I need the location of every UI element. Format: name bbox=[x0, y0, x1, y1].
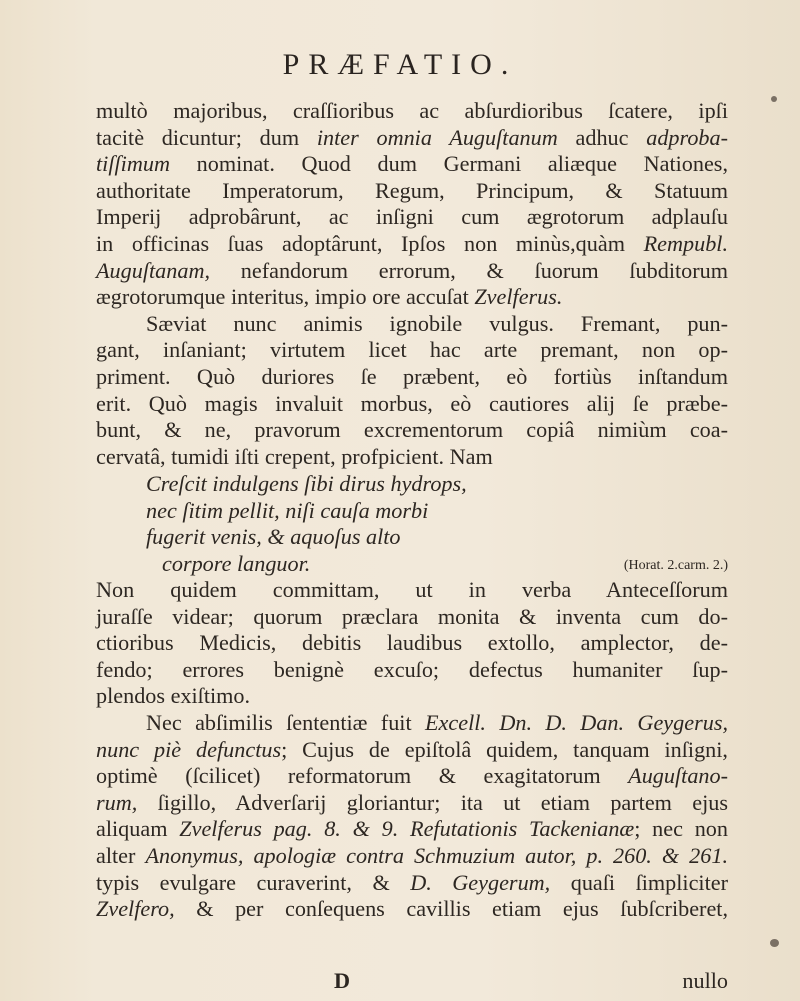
text-line: fendo; errores benignè excuſo; defectus humaniter ſup- bbox=[96, 656, 728, 682]
text-line: priment. Quò duriores ſe præbent, eò fortiùs inſtandum bbox=[96, 363, 728, 389]
verse-citation: (Horat. 2.carm. 2.) bbox=[623, 557, 728, 573]
text-line: cervatâ, tumidi iſti crepent, profpicient. Nam bbox=[96, 443, 493, 469]
text-line: optimè (ſcilicet) reformatorum & exagitatorum Auguſtano- bbox=[96, 763, 728, 789]
text-line: alter Anonymus, apologiæ contra Schmuzium autor, p. 260. & 261. bbox=[96, 842, 728, 868]
ink-spot bbox=[771, 96, 777, 102]
ink-spot bbox=[770, 939, 779, 947]
text-line: bunt, & ne, pravorum excrementorum copiâ nimiùm coa- bbox=[96, 417, 728, 443]
text-line: Nec abſimilis ſententiæ fuit Excell. Dn. D. Dan. Geygerus, bbox=[146, 709, 728, 735]
text-line: Sæviat nunc animis ignobile vulgus. Fremant, pun- bbox=[146, 310, 728, 336]
horace-verse bbox=[96, 471, 728, 577]
text-line: aliquam Zvelferus pag. 8. & 9. Refutationis Tackenianæ; nec non bbox=[96, 816, 728, 842]
verse-line: fugerit venis, & aquoſus alto bbox=[146, 524, 401, 550]
paragraph-block-2 bbox=[96, 577, 728, 923]
verse-line: corpore languor. (Horat. 2.carm. 2.) bbox=[96, 551, 728, 578]
paragraph-block-1 bbox=[96, 98, 728, 470]
text-line: nunc piè defunctus; Cujus de epiſtolâ quidem, tanquam inſigni, bbox=[96, 736, 728, 762]
text-line: erit. Quò magis invaluit morbus, eò cautiores alij ſe præbe- bbox=[96, 390, 728, 416]
text-line: authoritate Imperatorum, Regum, Principum, & Statuum bbox=[96, 177, 728, 203]
text-line: plendos exiſtimo. bbox=[96, 683, 251, 709]
text-line: rum, ſigillo, Adverſarij gloriantur; ita ut etiam partem ejus bbox=[96, 789, 728, 815]
text-line: in officinas ſuas adoptârunt, Ipſos non minùs,quàm Rempubl. bbox=[96, 230, 728, 256]
text-line: ægrotorumque interitus, impio ore accuſat Zvelferus. bbox=[96, 284, 563, 310]
verse-line: Creſcit indulgens ſibi dirus hydrops, bbox=[146, 471, 467, 496]
catchword: nullo bbox=[682, 968, 728, 993]
text-line: typis evulgare curaverint, & D. Geygerum, quaſi ſimpliciter bbox=[96, 869, 728, 895]
verse-line: nec ſitim pellit, niſi cauſa morbi bbox=[146, 497, 429, 523]
text-line: tiſſimum nominat. Quod dum Germani aliæque Nationes, bbox=[96, 151, 728, 177]
text-line: Auguſtanam, nefandorum errorum, & ſuorum ſubditorum bbox=[96, 257, 728, 283]
signature-mark: D bbox=[334, 968, 351, 993]
text-line: Non quidem committam, ut in verba Anteceſſorum bbox=[96, 577, 728, 602]
text-line: tacitè dicuntur; dum inter omnia Auguſtanum adhuc adproba- bbox=[96, 124, 728, 150]
text-line: Imperij adprobârunt, ac inſigni cum ægrotorum adplauſu bbox=[96, 204, 728, 230]
page-heading: PRÆFATIO. bbox=[282, 48, 518, 81]
text-line: juraſſe videar; quorum præclara monita & inventa cum do- bbox=[96, 603, 728, 629]
text-line: gant, inſaniant; virtutem licet hac arte premant, non op- bbox=[96, 337, 728, 363]
page-footer bbox=[96, 968, 728, 998]
text-line: multò majoribus, craſſioribus ac abſurdioribus ſcatere, ipſi bbox=[96, 98, 728, 123]
text-line: ctioribus Medicis, debitis laudibus extollo, amplector, de- bbox=[96, 630, 728, 656]
text-line: Zvelfero, & per conſequens cavillis etiam ejus ſubſcriberet, bbox=[96, 896, 728, 922]
